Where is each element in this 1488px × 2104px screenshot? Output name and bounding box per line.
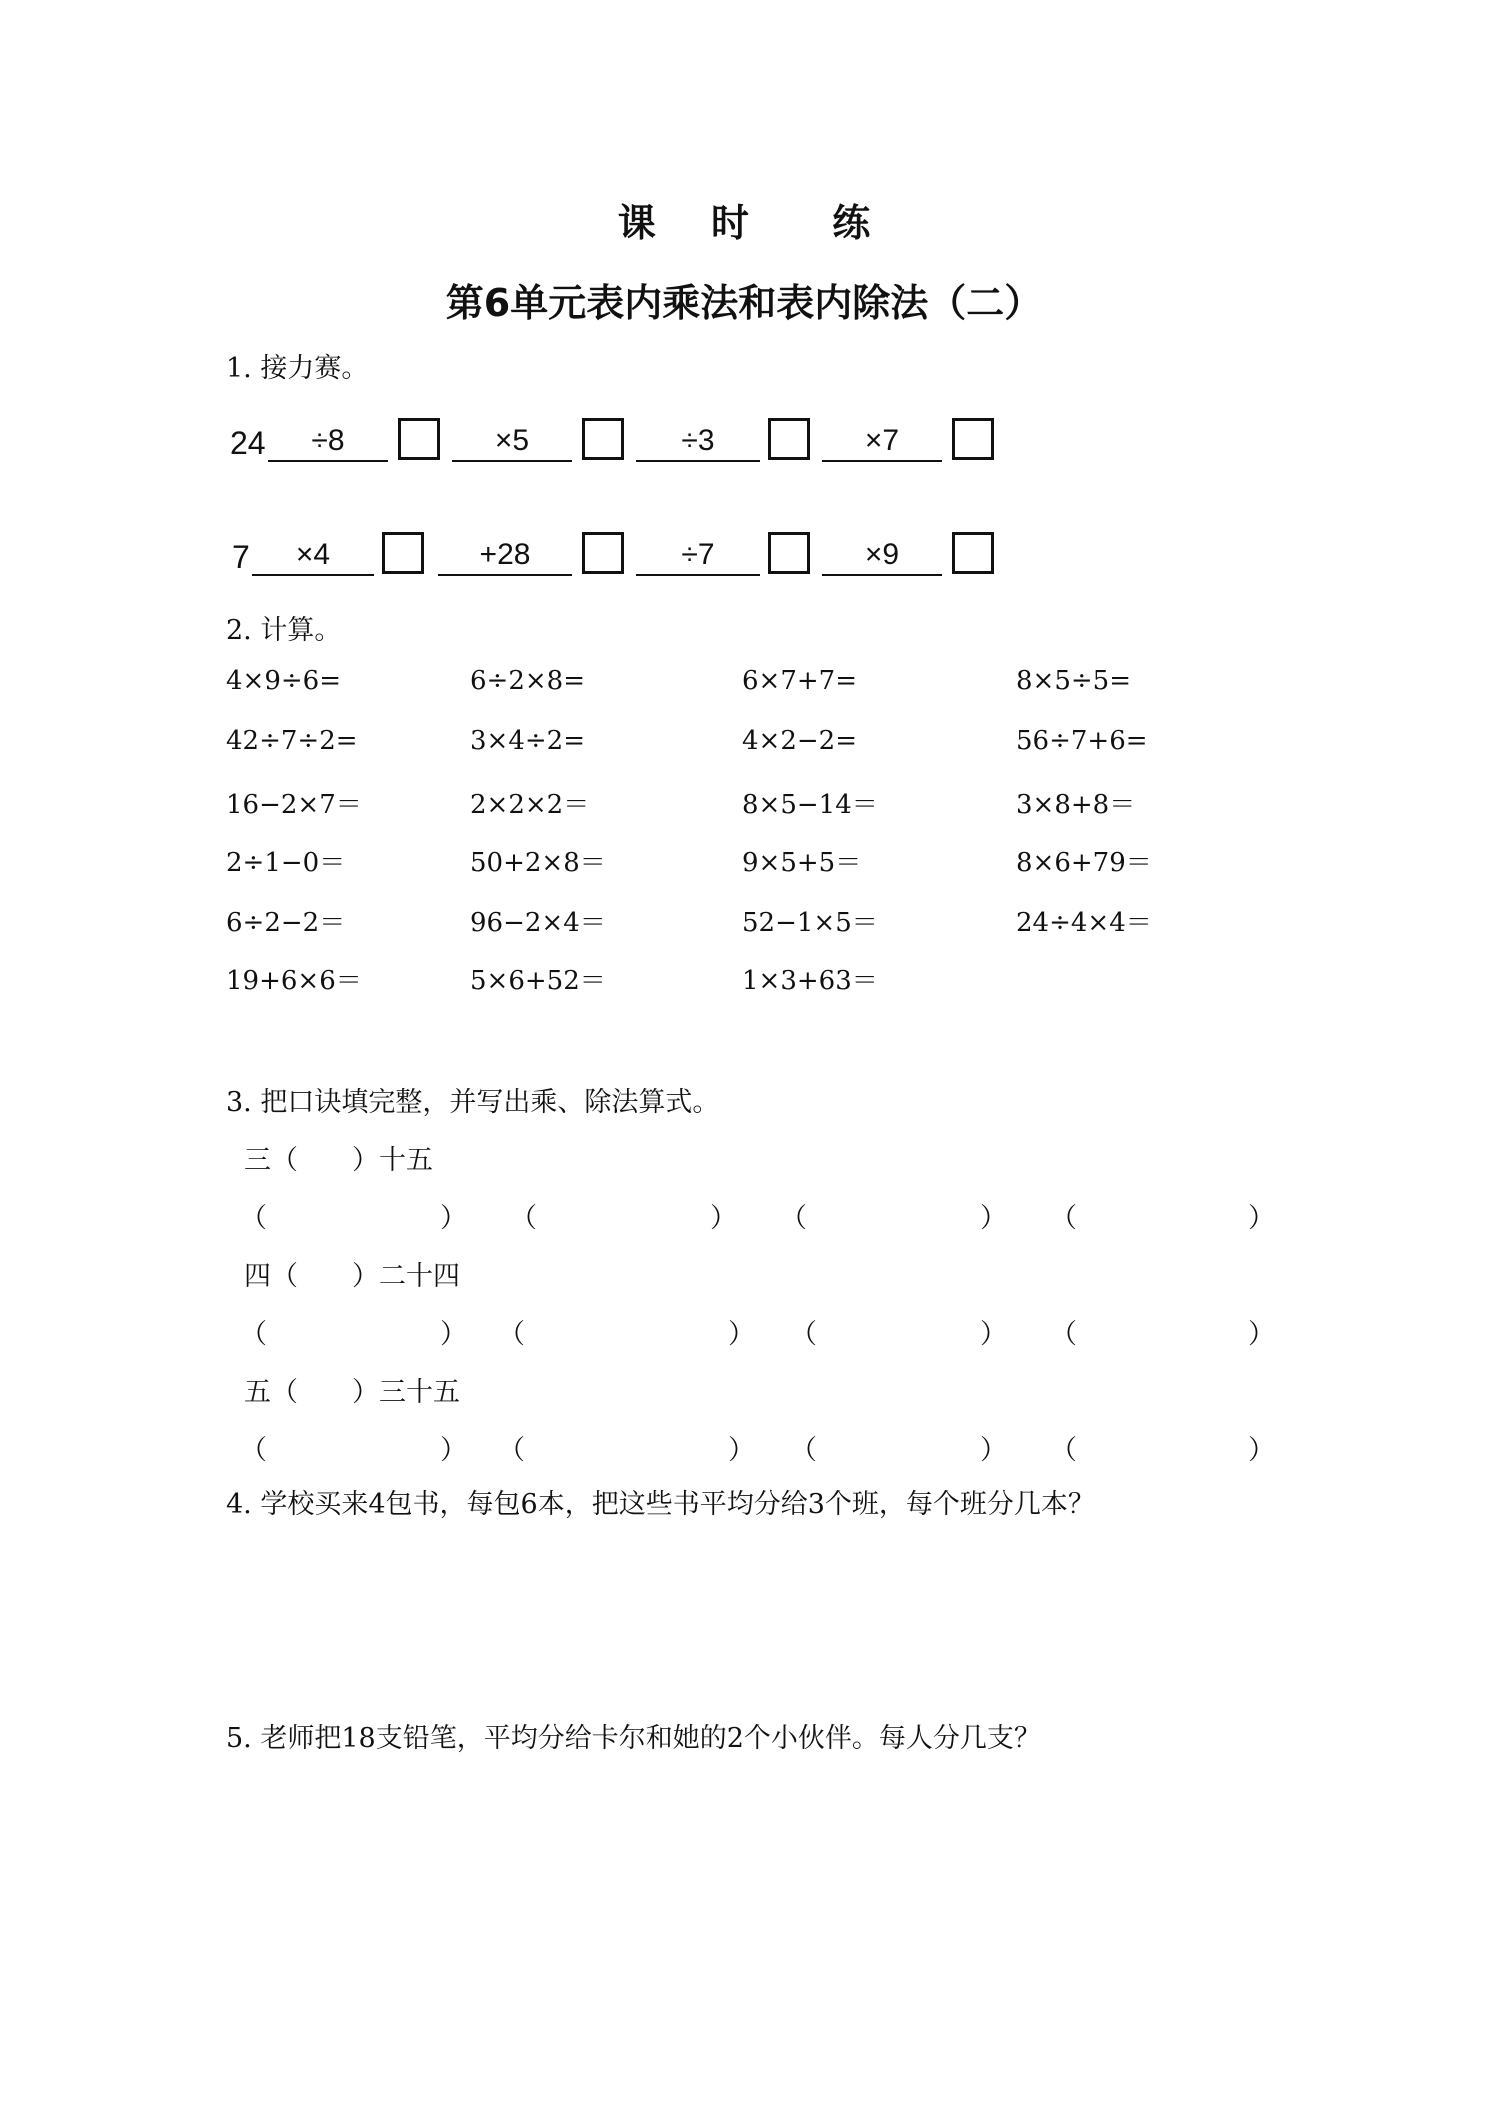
- calc-item: 8×5−14＝: [742, 790, 878, 820]
- open-paren: （: [240, 1319, 267, 1350]
- calc-item: 50+2×8＝: [470, 848, 606, 878]
- relay-operation: ÷7: [681, 538, 715, 571]
- relay-step: [452, 416, 572, 462]
- open-paren: （: [790, 1319, 817, 1350]
- answer-blank[interactable]: [540, 1196, 710, 1230]
- relay-step: [636, 530, 760, 576]
- answer-blank[interactable]: [270, 1312, 440, 1346]
- question-5-text: 5. 老师把18支铅笔，平均分给卡尔和她的2个小伙伴。每人分几支？: [226, 1723, 1041, 1754]
- open-paren: （: [240, 1435, 267, 1466]
- worksheet-subtitle: 第6单元表内乘法和表内除法（二）: [445, 281, 1043, 325]
- answer-blank[interactable]: [1080, 1196, 1250, 1230]
- open-paren: （: [1050, 1435, 1077, 1466]
- relay-operation: +28: [479, 538, 531, 571]
- close-paren: ）: [980, 1203, 1007, 1234]
- close-paren: ）: [1248, 1203, 1275, 1234]
- calc-item: 6÷2×8=: [470, 666, 585, 696]
- answer-box[interactable]: [582, 532, 624, 574]
- answer-blank[interactable]: [1080, 1428, 1250, 1462]
- close-paren: ）: [980, 1435, 1007, 1466]
- close-paren: ）: [1248, 1319, 1275, 1350]
- answer-area-q5[interactable]: [226, 1764, 1266, 1964]
- open-paren: （: [780, 1203, 807, 1234]
- calc-item: 8×5÷5=: [1016, 666, 1131, 696]
- relay-step: [636, 416, 760, 462]
- open-paren: （: [240, 1203, 267, 1234]
- calc-item: 52−1×5＝: [742, 908, 878, 938]
- calc-item: 6×7+7=: [742, 666, 857, 696]
- calc-item: 8×6+79＝: [1016, 848, 1152, 878]
- relay-step: [268, 416, 388, 462]
- close-paren: ）: [710, 1203, 737, 1234]
- close-paren: ）: [728, 1435, 755, 1466]
- relay-operation: ÷8: [311, 424, 345, 457]
- calc-item: 9×5+5＝: [742, 848, 862, 878]
- open-paren: （: [1050, 1319, 1077, 1350]
- relay-step: [822, 530, 942, 576]
- answer-box[interactable]: [398, 418, 440, 460]
- open-paren: （: [498, 1435, 525, 1466]
- question-4-text: 4. 学校买来4包书，每包6本，把这些书平均分给3个班，每个班分几本？: [226, 1489, 1095, 1520]
- open-paren: （: [790, 1435, 817, 1466]
- relay-step: [822, 416, 942, 462]
- answer-box[interactable]: [382, 532, 424, 574]
- calc-item: 5×6+52＝: [470, 966, 606, 996]
- close-paren: ）: [1248, 1435, 1275, 1466]
- answer-area-q4[interactable]: [226, 1530, 1266, 1700]
- relay-operation: ×5: [494, 424, 530, 457]
- calc-item: 3×8+8＝: [1016, 790, 1136, 820]
- multiplication-rhyme: 四（ ）二十四: [244, 1261, 460, 1292]
- calc-item: 2×2×2＝: [470, 790, 590, 820]
- answer-box[interactable]: [768, 418, 810, 460]
- answer-box[interactable]: [582, 418, 624, 460]
- close-paren: ）: [980, 1319, 1007, 1350]
- title-char-2: 时: [710, 201, 749, 245]
- multiplication-rhyme: 五（ ）三十五: [244, 1377, 460, 1408]
- calc-item: 96−2×4＝: [470, 908, 606, 938]
- answer-box[interactable]: [768, 532, 810, 574]
- open-paren: （: [1050, 1203, 1077, 1234]
- calc-item: 19+6×6＝: [226, 966, 362, 996]
- answer-box[interactable]: [952, 532, 994, 574]
- close-paren: ）: [728, 1319, 755, 1350]
- answer-blank[interactable]: [528, 1428, 728, 1462]
- relay-operation: ÷3: [681, 424, 715, 457]
- calc-item: 2÷1−0＝: [226, 848, 346, 878]
- calc-item: 56÷7+6=: [1016, 726, 1148, 756]
- relay-chain-2: [226, 522, 1026, 582]
- close-paren: ）: [440, 1203, 467, 1234]
- answer-blank[interactable]: [270, 1196, 440, 1230]
- question-1-label: 1. 接力赛。: [226, 353, 369, 384]
- answer-blank[interactable]: [1080, 1312, 1250, 1346]
- relay-chain-1: [226, 408, 1026, 468]
- question-3-label: 3. 把口诀填完整，并写出乘、除法算式。: [226, 1087, 720, 1118]
- answer-blank[interactable]: [528, 1312, 728, 1346]
- relay-operation: ×7: [864, 424, 900, 457]
- title-char-1: 课: [617, 201, 656, 245]
- calc-item: 6÷2−2＝: [226, 908, 346, 938]
- worksheet-title: [0, 192, 1488, 247]
- answer-blank[interactable]: [820, 1312, 980, 1346]
- relay-operation: ×9: [864, 538, 900, 571]
- calc-item: 1×3+63＝: [742, 966, 878, 996]
- calc-item: 3×4÷2=: [470, 726, 585, 756]
- answer-blank[interactable]: [270, 1428, 440, 1462]
- close-paren: ）: [440, 1435, 467, 1466]
- multiplication-rhyme: 三（ ）十五: [244, 1145, 433, 1176]
- chain-start-value: 7: [232, 539, 250, 575]
- chain-start-value: 24: [230, 425, 266, 461]
- answer-box[interactable]: [952, 418, 994, 460]
- answer-blank[interactable]: [810, 1196, 980, 1230]
- calc-item: 24÷4×4＝: [1016, 908, 1152, 938]
- title-char-3: 练: [832, 201, 871, 245]
- calc-item: 4×9÷6=: [226, 666, 341, 696]
- close-paren: ）: [440, 1319, 467, 1350]
- open-paren: （: [498, 1319, 525, 1350]
- open-paren: （: [510, 1203, 537, 1234]
- calc-item: 4×2−2=: [742, 726, 857, 756]
- answer-blank[interactable]: [820, 1428, 980, 1462]
- relay-step: [438, 530, 572, 576]
- relay-operation: ×4: [295, 538, 331, 571]
- question-2-label: 2. 计算。: [226, 615, 342, 646]
- calc-item: 16−2×7＝: [226, 790, 362, 820]
- relay-step: [252, 530, 374, 576]
- calc-item: 42÷7÷2=: [226, 726, 358, 756]
